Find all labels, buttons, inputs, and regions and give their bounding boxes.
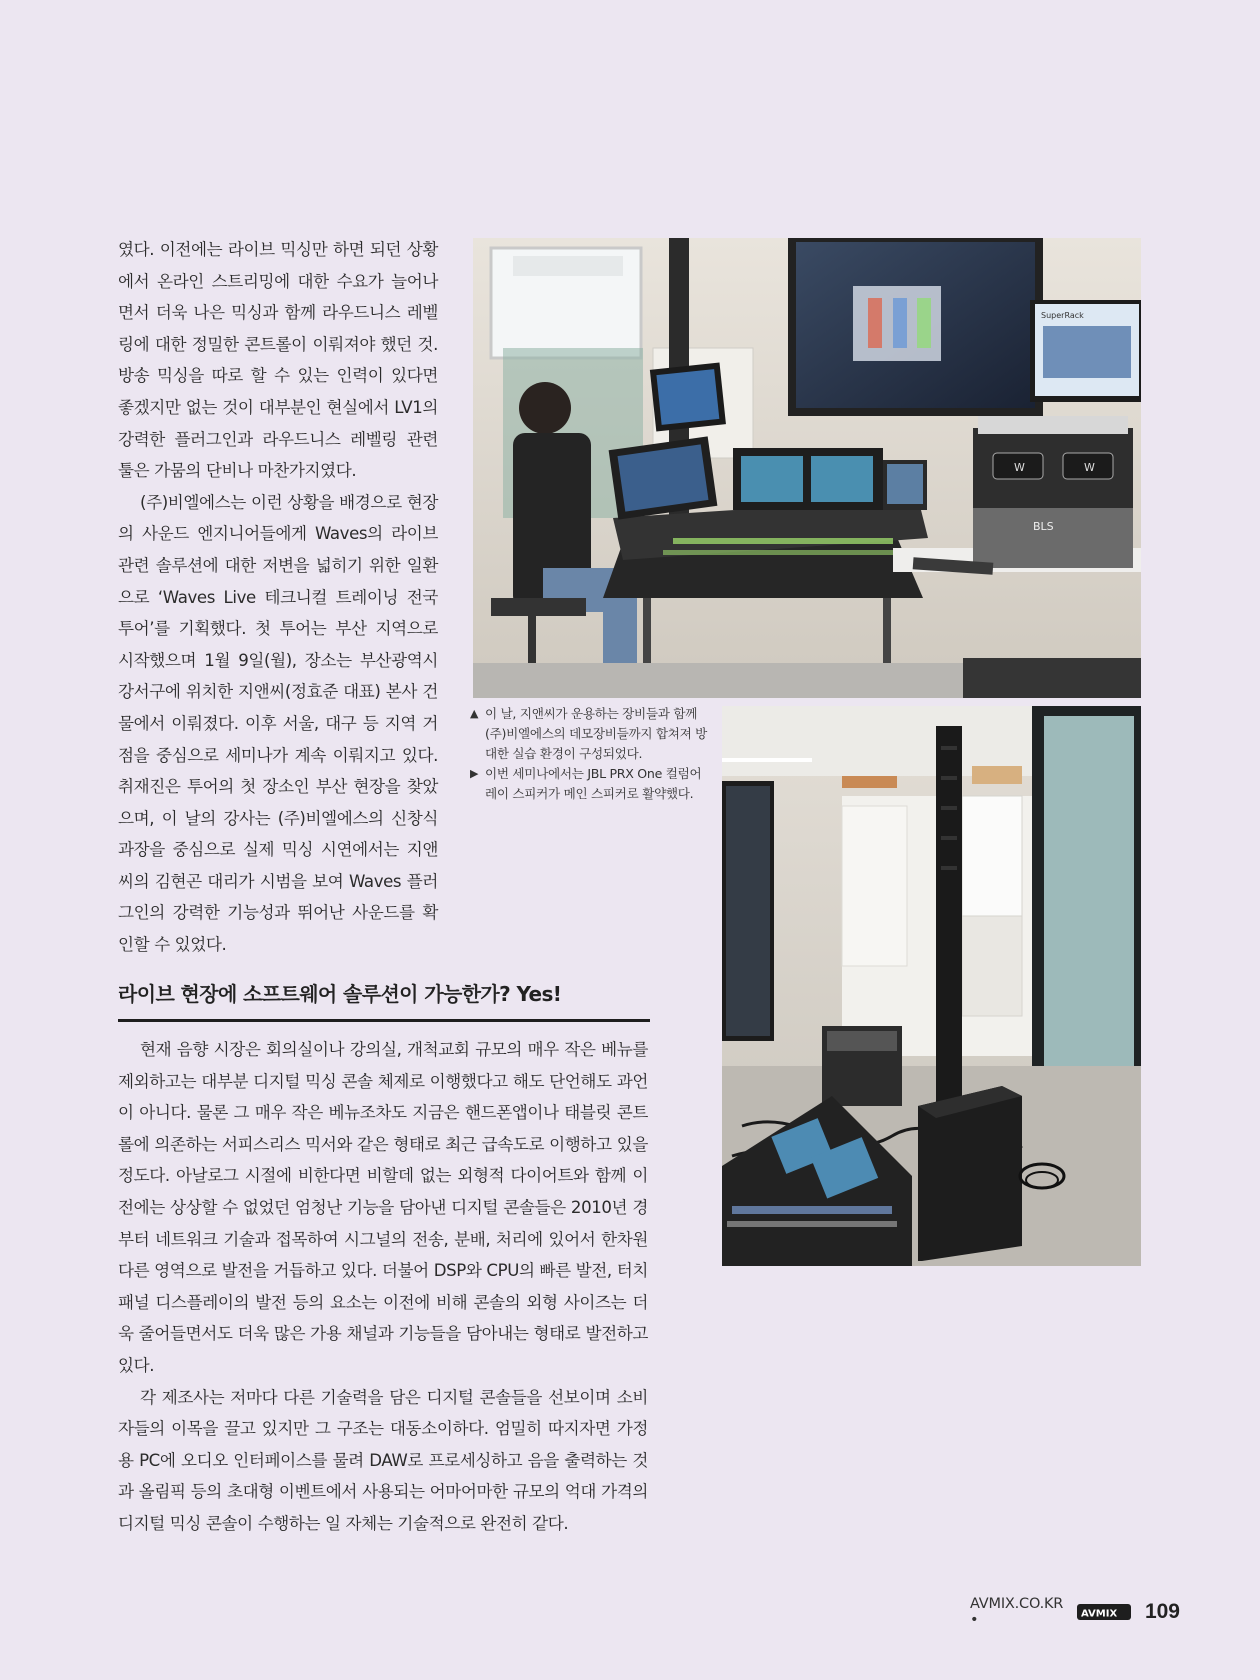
caption-1 <box>470 704 710 764</box>
bottom-text-column <box>118 1034 648 1540</box>
logo-text: AVMIX <box>1080 1608 1118 1620</box>
left-text-column <box>118 234 438 961</box>
caption-1-text: 이 날, 지앤씨가 운용하는 장비들과 함께 (주)비엘에스의 데모장비들까지 합쳐져 방대한 실습 환경이 구성되었다. <box>485 706 708 761</box>
body-paragraph-2: (주)비엘에스는 이런 상황을 배경으로 현장의 사운드 엔지니어들에게 Waves의 라이브 관련 솔루션에 대한 저변을 넓히기 위한 일환으로 ‘Waves Live 테크니컬 트레이닝 전국 투어’를 기획했다. 첫 투어는 부산 지역으로 시작했으며 1월 9일(월), 장소는 부산광역시 강서구에 위치한 지앤씨(정효준 대표) 본사 건물에서 이뤄졌다. 이후 서울, 대구 등 지역 거점을 중심으로 세미나가 계속 이뤄지고 있다. 취재진은 투어의 첫 장소인 부산 현장을 찾았으며, 이 날의 강사는 (주)비엘에스의 신창식 과장을 중심으로 실제 믹싱 시연에서는 지앤씨의 김현곤 대리가 시범을 보여 Waves 플러그인의 강력한 기능성과 뛰어난 사운드를 확인할 수 있었다. <box>118 492 438 955</box>
photo-captions <box>470 704 710 804</box>
page-footer <box>970 1597 1180 1627</box>
screen-label: SuperRack <box>1041 311 1084 320</box>
triangle-up-icon: ▲ <box>470 707 479 720</box>
section-paragraph-1: 현재 음향 시장은 회의실이나 강의실, 개척교회 규모의 매우 작은 베뉴를 제외하고는 대부분 디지털 믹싱 콘솔 체제로 이행했다고 해도 단언해도 과언이 아니다. 물론 그 매우 작은 베뉴조차도 지금은 핸드폰앱이나 태블릿 콘트롤에 의존하는 서피스리스 믹서와 같은 형태로 최근 급속도로 이행하고 있을 정도다. 아날로그 시절에 비한다면 비할데 없는 외형적 다이어트와 함께 이전에는 상상할 수 없었던 엄청난 기능을 담아낸 디지털 콘솔들은 2010년 경부터 네트워크 기술과 접목하여 시그널의 전송, 분배, 처리에 있어서 한차원 다른 영역으로 발전을 거듭하고 있다. 더불어 DSP와 CPU의 빠른 발전, 터치패널 디스플레이의 발전 등의 요소는 이전에 비해 콘솔의 외형 사이즈는 더욱 줄어들면서도 더욱 많은 가용 채널과 기능들을 담아내는 형태로 발전하고 있다. <box>118 1040 648 1375</box>
avmix-logo <box>1077 1604 1131 1620</box>
rack-badge-left: W <box>1014 461 1025 474</box>
column-speaker-illustration <box>722 706 1141 1266</box>
section-heading: 라이브 현장에 소프트웨어 솔루션이 가능한가? Yes! <box>118 978 650 1022</box>
avmix-logo-mark <box>1077 1604 1131 1620</box>
photo-column-speaker <box>722 706 1141 1266</box>
rack-badge-right: W <box>1084 461 1095 474</box>
triangle-right-icon: ▶ <box>470 767 479 780</box>
mixing-studio-illustration <box>473 238 1141 698</box>
caption-2 <box>470 764 710 804</box>
site-url: AVMIX.CO.KR • <box>970 1596 1064 1628</box>
photo-mixing-studio <box>473 238 1141 698</box>
rack-label: BLS <box>1033 520 1054 533</box>
section-paragraph-2: 각 제조사는 저마다 다른 기술력을 담은 디지털 콘솔들을 선보이며 소비자들의 이목을 끌고 있지만 그 구조는 대동소이하다. 엄밀히 따지자면 가정용 PC에 오디오 인터페이스를 물려 DAW로 프로세싱하고 음을 출력하는 것과 올림픽 등의 초대형 이벤트에서 사용되는 어마어마한 규모의 억대 가격의 디지털 믹싱 콘솔이 수행하는 일 자체는 기술적으로 완전히 같다. <box>118 1387 648 1533</box>
caption-2-text: 이번 세미나에서는 JBL PRX One 컬럼어레이 스피커가 메인 스피커로 활약했다. <box>485 766 702 801</box>
body-paragraph-1: 였다. 이전에는 라이브 믹싱만 하면 되던 상황에서 온라인 스트리밍에 대한 수요가 늘어나면서 더욱 나은 믹싱과 함께 라우드니스 레벨링에 대한 정밀한 콘트롤이 이뤄져야 했던 것. 방송 믹싱을 따로 할 수 있는 인력이 있다면 좋겠지만 없는 것이 대부분인 현실에서 LV1의 강력한 플러그인과 라우드니스 레벨링 관련 툴은 가뭄의 단비나 마찬가지였다. <box>118 240 438 481</box>
page-number: 109 <box>1144 1600 1180 1623</box>
